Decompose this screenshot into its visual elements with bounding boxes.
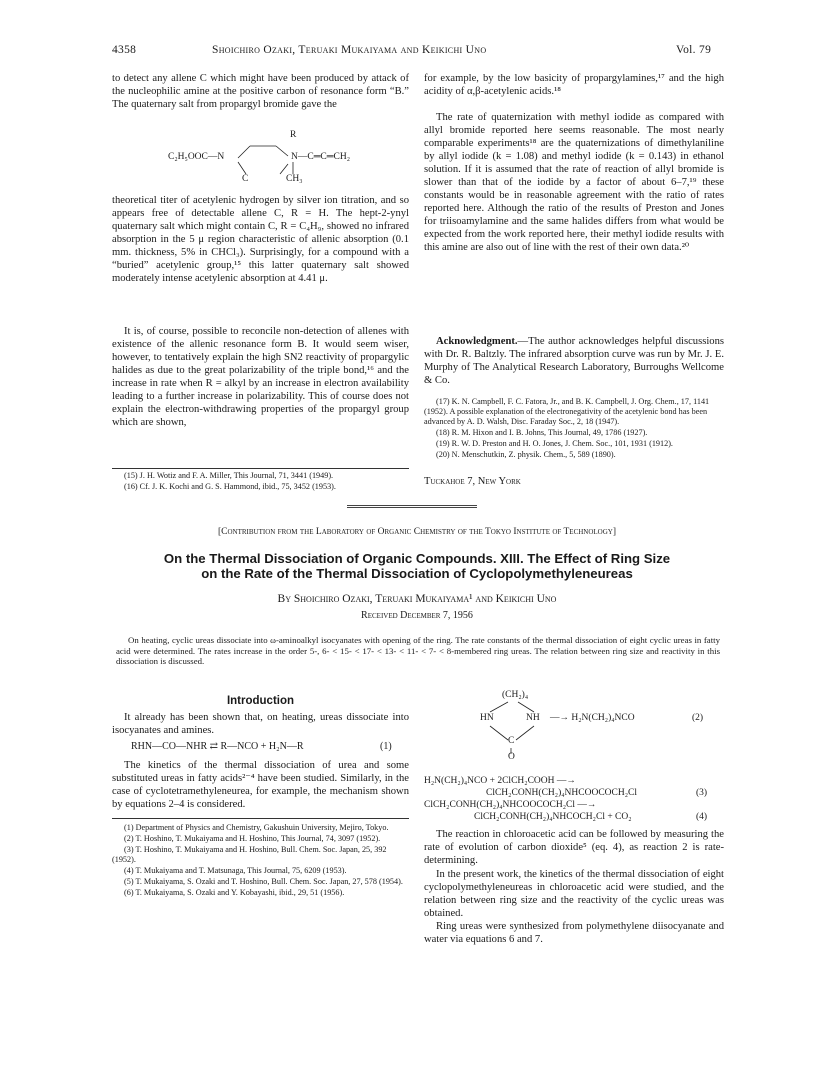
page-number: 4358	[112, 44, 137, 56]
equation-3-number: (3)	[696, 788, 708, 798]
footnote: (6) T. Mukaiyama, S. Ozaki and Y. Kobayashi, ibid., 29, 51 (1956).	[124, 888, 345, 897]
structure-formula-right: N—C═C═CH₂	[291, 152, 351, 162]
received-date: Received December 7, 1956	[361, 610, 473, 621]
footnote: (16) Cf. J. K. Kochi and G. S. Hammond, ibid., 75, 3452 (1953).	[124, 482, 336, 491]
prev-left-footnotes	[112, 471, 409, 493]
prev-left-para-1: to detect any allene C which might have been produced by attack of the nucleophilic amine at the positive carbon of resonance form “B.” The quaternary salt from propargyl bromide gave the	[112, 73, 409, 110]
article-right-para-2: In the present work, the kinetics of the thermal dissociation of eight cyclopolymethyleneureas in chloroacetic acid were studied, and the relation between ring size and the reactivity of the cyclic ureas was obtained.	[424, 869, 724, 919]
equation-4-number: (4)	[696, 812, 708, 822]
article-footnotes	[112, 823, 409, 899]
acknowledgment	[424, 335, 724, 387]
article-title-line-2: on the Rate of the Thermal Dissociation of Cyclopolymethyleneureas	[201, 566, 633, 581]
footnote: (19) R. W. D. Preston and H. O. Jones, J. Chem. Soc., 101, 1931 (1912).	[436, 439, 673, 448]
prev-left-para-2: theoretical titer of acetylenic hydrogen by silver ion titration, and so appears free of detectable allene C, R = H. The hept-2-ynyl quaternary salt which might contain C, R = C₄H₉, showed no infrared absorption in the 5 μ region characteristic of allenic absorption (0.1 mm. thickness, 5% in CHCl₃). Surprisingly, for a compound with a “buried” acetylenic group,¹⁵ this latter quaternary salt showed moderately intense acetylenic absorption at 4.41 μ.	[112, 195, 409, 284]
footnote: (2) T. Hoshino, T. Mukaiyama and H. Hoshino, This Journal, 74, 3097 (1952).	[124, 834, 381, 843]
running-title: Shoichiro Ozaki, Teruaki Mukaiyama and Keikichi Uno	[212, 44, 487, 56]
propargyl-structure	[150, 128, 380, 190]
intro-para-1: It already has been shown that, on heating, ureas dissociate into isocyanates and amines.	[112, 712, 409, 736]
equation-1-number: (1)	[380, 741, 392, 752]
eq2-product: —→ H₂N(CH₂)₄NCO	[550, 713, 635, 723]
prev-right-para-2: The rate of quaternization with methyl iodide as compared with allyl bromide reported here seems reasonable. The most nearly comparable experiments¹⁸ are the quaternizations of dimethylaniline by allyl iodide (k = 1.08) and methyl iodide (k = 0.143) in ethanol solution. If it is assumed that the rate of reaction of allyl bromide is slower than that of the iodide by a factor of about 6–7,¹⁹ these constants would be in reasonable agreement with the ratio of rates reported here. Although the ratio of the results of Preston and Jones for triisoamylamine and the same halides differs from what would be expected from the work reported here, their methyl iodide results with this amine are also out of line with the rest of their own data.²⁰	[424, 112, 724, 253]
footnote: (5) T. Mukaiyama, S. Ozaki and T. Hoshino, Bull. Chem. Soc. Japan, 27, 578 (1954).	[124, 877, 403, 886]
byline: By Shoichiro Ozaki, Teruaki Mukaiyama¹ and Keikichi Uno	[277, 593, 557, 605]
footnote-rule	[112, 818, 409, 819]
equation-2	[470, 690, 724, 762]
equation-3-line-1: H₂N(CH₂)₄NCO + 2ClCH₂COOH —→	[424, 776, 576, 786]
ack-text: —The author acknowledges helpful discussions with Dr. R. Baltzly. The infrared absorption curve was run by Mr. J. E. Murphy of The Analytical Research Laboratory, Burroughs Wellcome & Co.	[424, 336, 724, 386]
structure-r-label: R	[290, 130, 297, 140]
ch3-bond	[290, 162, 296, 174]
eq2-nh: NH	[526, 713, 540, 723]
footnote: (1) Department of Physics and Chemistry, Gakushuin University, Mejiro, Tokyo.	[124, 823, 389, 832]
abstract: On heating, cyclic ureas dissociate into ω-aminoalkyl isocyanates with opening of the ring. The rate constants of the thermal dissociation of eight cyclic ureas in fatty acid were determined. The rates increase in the order 5-, 6- < 15- < 17- < 13- < 11- < 7- < 8-membered ring ureas. The relation between ring size and reactivity in this dissociation is discussed.	[116, 635, 720, 666]
equation-4-line-2: ClCH₂CONH(CH₂)₄NHCOCH₂Cl + CO₂	[474, 812, 632, 822]
equation-3-line-2: ClCH₂CONH(CH₂)₄NHCOOCOCH₂Cl	[486, 788, 638, 798]
footnote: (17) K. N. Campbell, F. C. Fatora, Jr., and B. K. Campbell, J. Org. Chem., 17, 1141 (1952). A possible explanation of the electronegativity of the acetylenic bond has been advanced by A. D. Walsh, Disc. Faraday Soc., 2, 18 (1947).	[424, 397, 710, 426]
article-title-line-1: On the Thermal Dissociation of Organic Compounds. XIII. The Effect of Ring Size	[163, 551, 671, 566]
article-separator	[347, 505, 477, 508]
eq2-o: O	[508, 752, 515, 762]
intro-heading: Introduction	[226, 695, 295, 707]
equation-4-line-1: ClCH₂CONH(CH₂)₄NHCOOCOCH₂Cl —→	[424, 800, 597, 810]
footnote: (18) R. M. Hixon and I. B. Johns, This Journal, 49, 1786 (1927).	[436, 428, 648, 437]
prev-right-footnotes	[424, 397, 724, 461]
footnote-rule	[112, 468, 409, 469]
footnote: (4) T. Mukaiyama and T. Matsunaga, This Journal, 75, 6209 (1953).	[124, 866, 347, 875]
article-right-para-1: The reaction in chloroacetic acid can be followed by measuring the rate of evolution of carbon dioxide⁵ (eq. 4), as reaction 2 is rate-determining.	[424, 829, 724, 866]
volume-label: Vol. 79	[676, 44, 712, 56]
eq2-c: C	[508, 736, 515, 746]
article-right-para-3: Ring ureas were synthesized from polymethylene diisocyanate and water via equations 6 and 7.	[424, 921, 724, 945]
footnote: (15) J. H. Wotiz and F. A. Miller, This Journal, 71, 3441 (1949).	[124, 471, 334, 480]
structure-ch3-label: CH₃	[286, 174, 303, 184]
prev-right-para-1: for example, by the low basicity of propargylamines,¹⁷ and the high acidity of α,β-acetylenic acids.¹⁸	[424, 73, 724, 97]
footnote: (3) T. Hoshino, T. Mukaiyama and H. Hoshino, Bull. Chem. Soc. Japan, 25, 392 (1952).	[112, 845, 387, 864]
location: Tuckahoe 7, New York	[424, 476, 521, 487]
structure-c-label: C	[242, 174, 249, 184]
ack-label: Acknowledgment.	[436, 336, 518, 347]
footnote: (20) N. Menschutkin, Z. physik. Chem., 5, 589 (1890).	[436, 450, 616, 459]
prev-left-para-3: It is, of course, possible to reconcile non-detection of allenes with existence of the allenic resonance form B. It would seem wiser, however, to tentatively explain the high SN2 reactivity of propargylic halides as due to the great polarizability of the triple bond,¹⁶ and the increase in rate when R = alkyl by an increase in electron availability leading to a further increase in polarizability. This of course does not explain the electron-withdrawing properties of the propargyl group which are shown,	[112, 326, 409, 428]
intro-para-2: The kinetics of the thermal dissociation of urea and some substituted ureas in fatty acids²⁻⁴ have been studied. Similarly, in the case of cyclotetramethyleneurea, for example, the mechanism shown by equations 2–4 is considered.	[112, 760, 409, 810]
eq2-hn: HN	[480, 713, 494, 723]
equation-1: RHN—CO—NHR ⇄ R—NCO + H₂N—R	[131, 741, 304, 752]
eq2-number: (2)	[692, 713, 704, 723]
eq2-ring-top: (CH₂)₄	[502, 690, 529, 700]
structure-formula-left: C₂H₅OOC—N	[168, 152, 225, 162]
contribution-line: [Contribution from the Laboratory of Organic Chemistry of the Tokyo Institute of Technology]	[217, 527, 617, 537]
